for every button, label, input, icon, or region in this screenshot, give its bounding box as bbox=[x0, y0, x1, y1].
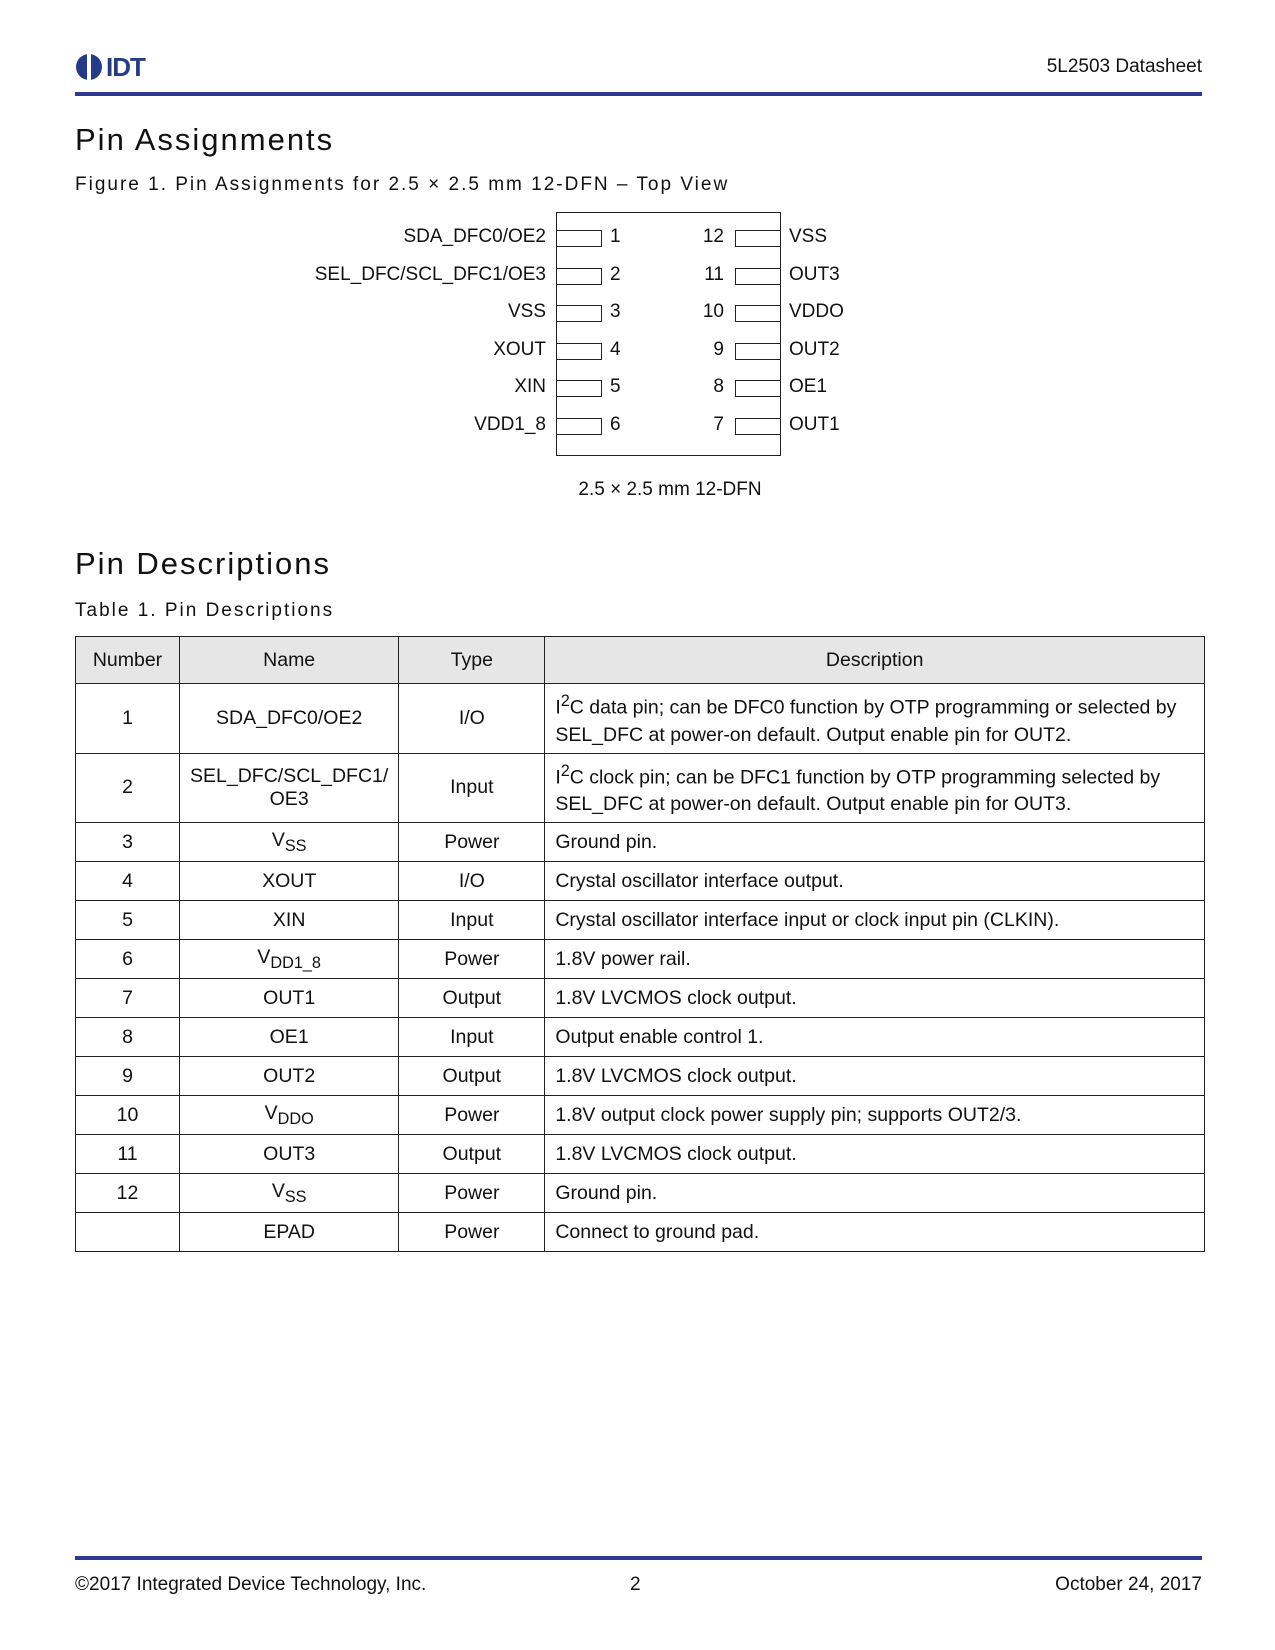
cell-name bbox=[180, 1174, 399, 1213]
right-pin-name: OUT2 bbox=[789, 338, 840, 360]
cell-name: XOUT bbox=[180, 862, 399, 901]
left-pin-pad bbox=[556, 230, 602, 247]
cell-description: 1.8V output clock power supply pin; supports OUT2/3. bbox=[545, 1096, 1205, 1135]
logo-text: IDT bbox=[106, 51, 145, 82]
left-pin-pad bbox=[556, 305, 602, 322]
right-pin-number: 7 bbox=[713, 413, 724, 435]
table-row bbox=[76, 684, 1205, 754]
right-pin-number: 9 bbox=[713, 338, 724, 360]
footer-rule bbox=[75, 1556, 1202, 1560]
cell-number: 4 bbox=[76, 862, 180, 901]
table-row bbox=[76, 1018, 1205, 1057]
cell-description bbox=[545, 684, 1205, 754]
cell-name: OUT1 bbox=[180, 979, 399, 1018]
right-pin-number: 12 bbox=[702, 226, 724, 247]
left-pin-number: 2 bbox=[610, 263, 621, 285]
cell-type: Output bbox=[399, 1057, 545, 1096]
desc-superscript: 2 bbox=[560, 692, 570, 710]
cell-name: OUT3 bbox=[180, 1135, 399, 1174]
cell-description: 1.8V LVCMOS clock output. bbox=[545, 979, 1205, 1018]
cell-description: Crystal oscillator interface output. bbox=[545, 862, 1205, 901]
right-pin-pad bbox=[735, 343, 781, 360]
cell-type: Power bbox=[399, 1096, 545, 1135]
right-pin-pad bbox=[735, 305, 781, 322]
name-subscript: SS bbox=[284, 1187, 307, 1206]
name-base: V bbox=[271, 1179, 285, 1202]
left-pin-name: VDD1_8 bbox=[474, 413, 546, 435]
footer-page-number: 2 bbox=[630, 1574, 641, 1595]
cell-name: SEL_DFC/SCL_DFC1/ OE3 bbox=[180, 753, 399, 823]
cell-number: 3 bbox=[76, 823, 180, 862]
package-label: 2.5 × 2.5 mm 12-DFN bbox=[578, 479, 762, 500]
cell-description bbox=[545, 753, 1205, 823]
table-row bbox=[76, 823, 1205, 862]
cell-name: OE1 bbox=[180, 1018, 399, 1057]
right-pin-number: 11 bbox=[704, 263, 724, 285]
cell-description: Output enable control 1. bbox=[545, 1018, 1205, 1057]
cell-type: Power bbox=[399, 1174, 545, 1213]
table-row bbox=[76, 1096, 1205, 1135]
cell-number: 10 bbox=[76, 1096, 180, 1135]
table-row bbox=[76, 1213, 1205, 1252]
name-base: V bbox=[264, 1101, 278, 1124]
footer-date: October 24, 2017 bbox=[1055, 1574, 1202, 1595]
cell-type: I/O bbox=[399, 862, 545, 901]
left-pin-name: SEL_DFC/SCL_DFC1/OE3 bbox=[314, 263, 546, 285]
cell-name bbox=[180, 940, 399, 979]
right-pin-number: 10 bbox=[702, 301, 724, 322]
left-pin-name: SDA_DFC0/OE2 bbox=[403, 226, 546, 247]
right-pin-name: OUT3 bbox=[789, 263, 840, 285]
footer-copyright: ©2017 Integrated Device Technology, Inc. bbox=[75, 1574, 427, 1595]
cell-name bbox=[180, 823, 399, 862]
desc-prefix: I bbox=[555, 696, 561, 719]
cell-number: 5 bbox=[76, 901, 180, 940]
right-pin-name: OUT1 bbox=[789, 413, 840, 435]
table-row bbox=[76, 1135, 1205, 1174]
cell-name: EPAD bbox=[180, 1213, 399, 1252]
left-pin-number: 1 bbox=[610, 226, 621, 247]
cell-name: SDA_DFC0/OE2 bbox=[180, 684, 399, 754]
col-header-description: Description bbox=[545, 637, 1205, 684]
cell-number: 8 bbox=[76, 1018, 180, 1057]
cell-description: Ground pin. bbox=[545, 1174, 1205, 1213]
figure-caption: Figure 1. Pin Assignments for 2.5 × 2.5 mm 12-DFN – Top View bbox=[75, 174, 730, 195]
cell-type: I/O bbox=[399, 684, 545, 754]
cell-type: Input bbox=[399, 753, 545, 823]
cell-type: Output bbox=[399, 1135, 545, 1174]
desc-text: C clock pin; can be DFC1 function by OTP programming selected by SEL_DFC at power-on default. Output enable pin for OUT3. bbox=[555, 766, 1161, 815]
idt-logo bbox=[76, 52, 145, 82]
left-pin-name: XOUT bbox=[493, 338, 546, 360]
col-header-name: Name bbox=[180, 637, 399, 684]
pin-assignments-heading: Pin Assignments bbox=[75, 122, 335, 157]
cell-number bbox=[76, 1213, 180, 1252]
left-pin-number: 3 bbox=[610, 301, 621, 322]
cell-number: 7 bbox=[76, 979, 180, 1018]
left-pin-pad bbox=[556, 380, 602, 397]
table-row bbox=[76, 901, 1205, 940]
cell-description: Ground pin. bbox=[545, 823, 1205, 862]
left-pin-name: VSS bbox=[507, 301, 546, 322]
cell-type: Input bbox=[399, 1018, 545, 1057]
left-pin-pad bbox=[556, 343, 602, 360]
left-pin-number: 4 bbox=[610, 338, 621, 360]
table-row bbox=[76, 1174, 1205, 1213]
right-pin-pad bbox=[735, 418, 781, 435]
cell-number: 1 bbox=[76, 684, 180, 754]
pin-descriptions-heading: Pin Descriptions bbox=[75, 546, 331, 581]
name-subscript: DDO bbox=[277, 1109, 314, 1128]
cell-type: Power bbox=[399, 940, 545, 979]
desc-prefix: I bbox=[555, 766, 561, 788]
desc-text: C data pin; can be DFC0 function by OTP programming or selected by SEL_DFC at power-on default. Output enable pin for OUT2. bbox=[555, 696, 1177, 746]
col-header-type: Type bbox=[399, 637, 545, 684]
cell-description: 1.8V LVCMOS clock output. bbox=[545, 1057, 1205, 1096]
cell-name: OUT2 bbox=[180, 1057, 399, 1096]
left-pin-name: XIN bbox=[514, 376, 546, 397]
right-pin-name: VDDO bbox=[789, 301, 844, 322]
cell-description: 1.8V power rail. bbox=[545, 940, 1205, 979]
name-subscript: SS bbox=[284, 836, 307, 855]
col-header-number: Number bbox=[76, 637, 180, 684]
header-rule bbox=[75, 92, 1202, 96]
table-row bbox=[76, 862, 1205, 901]
table-row bbox=[76, 1057, 1205, 1096]
cell-type: Power bbox=[399, 823, 545, 862]
name-subscript: DD1_8 bbox=[270, 953, 321, 972]
cell-description: Crystal oscillator interface input or clock input pin (CLKIN). bbox=[545, 901, 1205, 940]
doc-title: 5L2503 Datasheet bbox=[1046, 56, 1202, 77]
left-pin-number: 6 bbox=[610, 413, 621, 435]
table-row bbox=[76, 753, 1205, 823]
left-pin-pad bbox=[556, 418, 602, 435]
right-pin-number: 8 bbox=[713, 376, 724, 397]
cell-type: Output bbox=[399, 979, 545, 1018]
cell-name: XIN bbox=[180, 901, 399, 940]
cell-description: 1.8V LVCMOS clock output. bbox=[545, 1135, 1205, 1174]
right-pin-name: VSS bbox=[789, 226, 828, 247]
table-caption: Table 1. Pin Descriptions bbox=[75, 600, 335, 621]
name-base: V bbox=[257, 945, 271, 968]
desc-superscript: 2 bbox=[560, 761, 570, 780]
cell-number: 6 bbox=[76, 940, 180, 979]
cell-type: Input bbox=[399, 901, 545, 940]
right-pin-pad bbox=[735, 268, 781, 285]
idt-logo-mark-icon bbox=[76, 54, 102, 80]
table-row bbox=[76, 979, 1205, 1018]
left-pin-number: 5 bbox=[610, 376, 621, 397]
cell-number: 2 bbox=[76, 753, 180, 823]
table-header-row bbox=[76, 637, 1205, 684]
right-pin-pad bbox=[735, 230, 781, 247]
table-row bbox=[76, 940, 1205, 979]
cell-name bbox=[180, 1096, 399, 1135]
left-pin-pad bbox=[556, 268, 602, 285]
cell-description: Connect to ground pad. bbox=[545, 1213, 1205, 1252]
right-pin-pad bbox=[735, 380, 781, 397]
pin-descriptions-table bbox=[75, 636, 1205, 1252]
cell-type: Power bbox=[399, 1213, 545, 1252]
cell-number: 11 bbox=[76, 1135, 180, 1174]
cell-number: 9 bbox=[76, 1057, 180, 1096]
name-base: V bbox=[271, 828, 285, 851]
right-pin-name: OE1 bbox=[789, 376, 828, 397]
cell-number: 12 bbox=[76, 1174, 180, 1213]
